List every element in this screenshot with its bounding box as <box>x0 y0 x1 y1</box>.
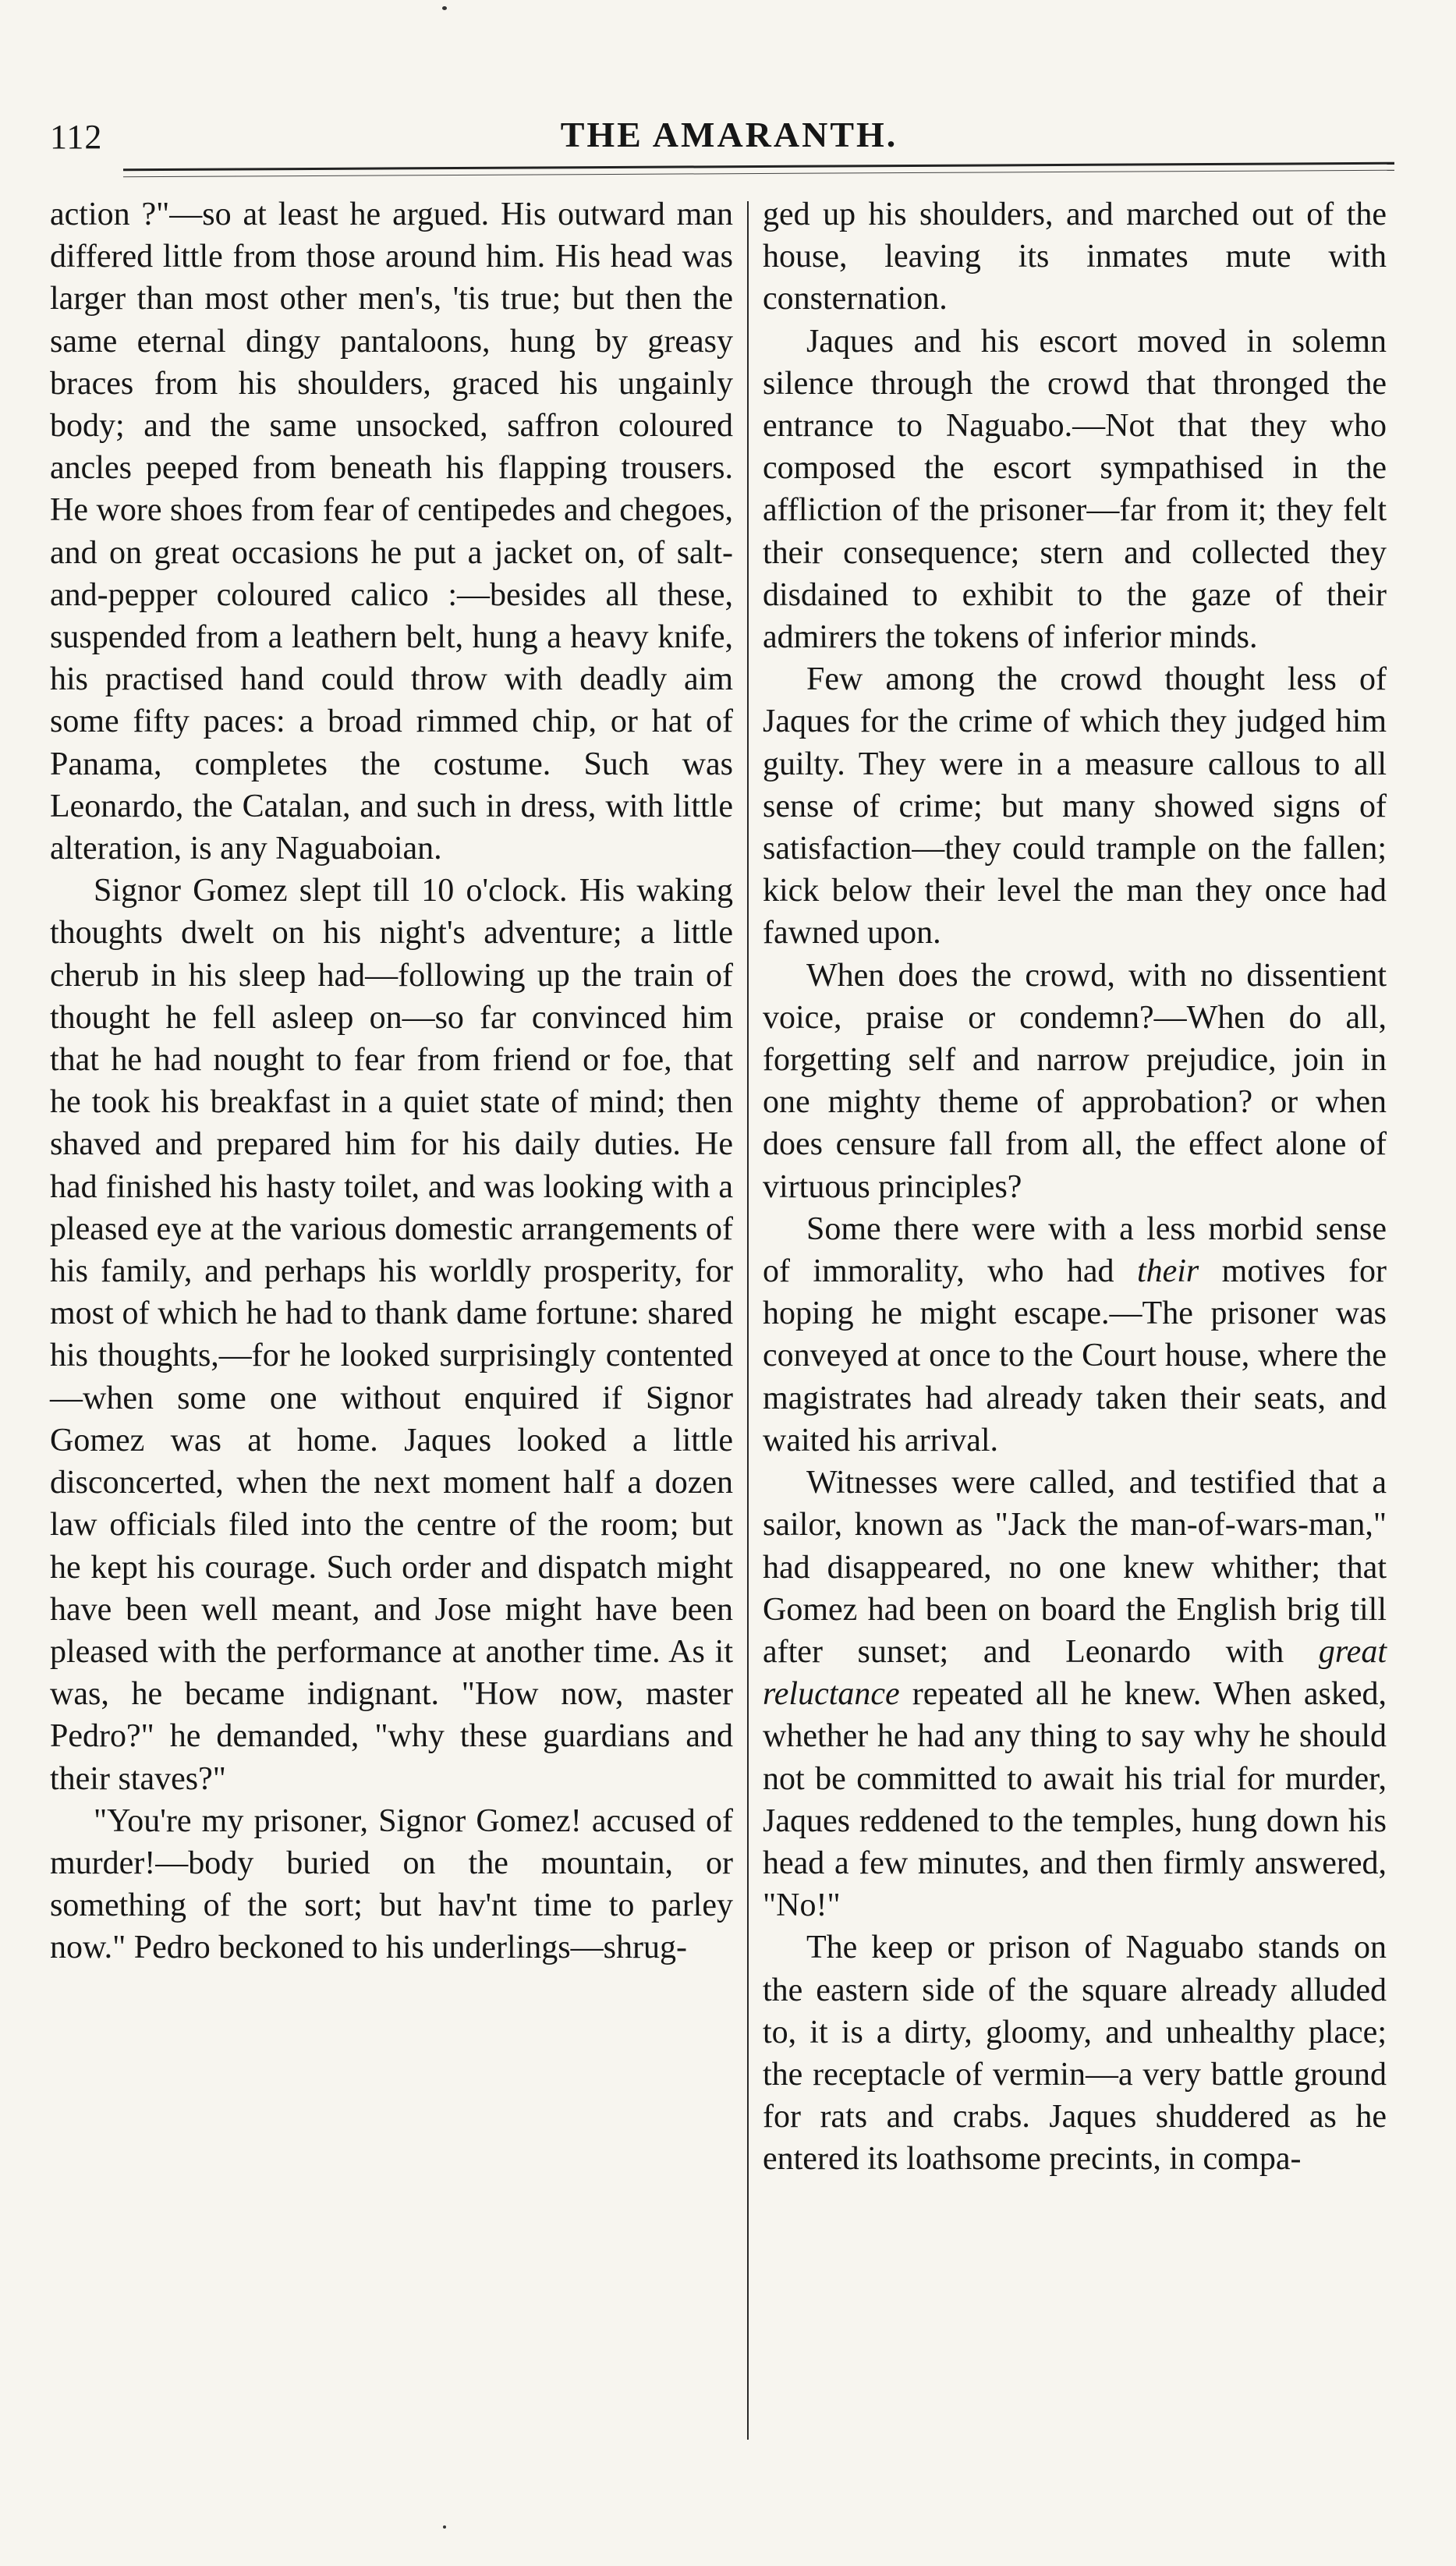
paragraph: The keep or prison of Naguabo stands on the eastern side of the square already alluded to, it is a dirty, gloomy, and unhealthy place; the receptacle of vermin—a very battle ground for rats and crabs. Jaques shuddered as he entered its loathsome precints, in compa- <box>763 1930 1387 2178</box>
paragraph: "You're my prisoner, Signor Gomez! accused of murder!—body buried on the mountain, or something of the sort; but hav'nt time to parley now." Pedro beckoned to his underlings—shrug- <box>50 1802 733 1966</box>
text-run: Some there were with a less morbid sense of immorality, who had <box>763 1210 1387 1290</box>
text-run: motives for hoping he might escape.—The prisoner was conveyed at once to the Court house, where the magistrates had already taken their seats, and waited his arrival. <box>763 1253 1387 1458</box>
italic-text: great reluctance <box>763 1633 1387 1713</box>
paragraph: action ?"—so at least he argued. His outward man differed little from those around him. His head was larger than most other men's, 'tis true; but then the same eternal dingy pantaloons, hung by greasy braces from his shoulders, graced his ungainly body; and the same unsocked, saffron coloured ancles peeped from beneath his flapping trousers. He wore shoes from fear of centipedes and chegoes, and on great occasions he put a jacket on, of salt-and-pepper coloured calico :—besides all these, suspended from a leathern belt, hung a heavy knife, his practised hand could throw with deadly aim some fifty paces: a broad rimmed chip, or hat of Panama, completes the costume. Such was Leonardo, the Catalan, and such in dress, with little alteration, is any Naguaboian. <box>50 197 733 867</box>
paragraph: Few among the crowd thought less of Jaques for the crime of which they judged him guilty. They were in a measure callous to all sense of crime; but many showed signs of satisfaction—they could trample on the fallen; kick below their level the man they once had fawned upon. <box>763 661 1387 952</box>
paragraph: ged up his shoulders, and marched out of the house, leaving its inmates mute with consternation. <box>763 197 1387 317</box>
italic-text: their <box>1136 1253 1199 1290</box>
paragraph: When does the crowd, with no dissentient voice, praise or condemn?—When do all, forgetting self and narrow prejudice, join in one mighty theme of approbation? or when does censure fall from all, the effect alone of virtuous principles? <box>763 957 1387 1205</box>
page-header <box>50 109 1408 172</box>
paragraph: Jaques and his escort moved in solemn silence through the crowd that thronged the entrance to Naguabo.—Not that they who composed the escort sympathised in the affliction of the prisoner—far from it; they felt their consequence; stern and collected they disdained to exhibit to the gaze of their admirers the tokens of inferior minds. <box>763 323 1387 656</box>
right-column <box>763 193 1387 2181</box>
ink-speck <box>442 6 447 10</box>
running-title: THE AMARANTH. <box>560 115 898 154</box>
column-divider <box>747 201 749 2440</box>
page-number: 112 <box>50 118 103 156</box>
left-column <box>50 193 733 1969</box>
ink-speck <box>443 2525 446 2529</box>
paragraph: Signor Gomez slept till 10 o'clock. His waking thoughts dwelt on his night's adventure; a little cherub in his sleep had—following up the train of thought he fell asleep on—so far convinced him that he had nought to fear from friend or foe, that he took his breakfast in a quiet state of mind; then shaved and prepared him for his daily duties. He had finished his hasty toilet, and was looking with a pleased eye at the various domestic arrangements of his family, and perhaps his worldly prosperity, for most of which he had to thank dame fortune: shared his thoughts,—for he looked surprisingly contented—when some one without enquired if Signor Gomez was at home. Jaques looked a little disconcerted, when the next moment half a dozen law officials filed into the centre of the room; but he kept his courage. Such order and dispatch might have been well meant, and Jose might have been pleased with the performance at another time. As it was, he became indignant. "How now, master Pedro?" he demanded, "why these guardians and their staves?" <box>50 873 733 1797</box>
paragraph <box>763 1208 1387 1462</box>
paragraph <box>763 1462 1387 1926</box>
text-run: repeated all he knew. When asked, whether he had any thing to say why he should not be committed to await his trial for murder, Jaques reddened to the temples, hung down his head a few minutes, and then firmly answered, "No!" <box>763 1676 1387 1924</box>
text-run: Witnesses were called, and testified that a sailor, known as "Jack the man-of-wars-man," had disappeared, no one knew whither; that Gomez had been on board the English brig till after sunset; and Leonardo with <box>763 1465 1387 1670</box>
